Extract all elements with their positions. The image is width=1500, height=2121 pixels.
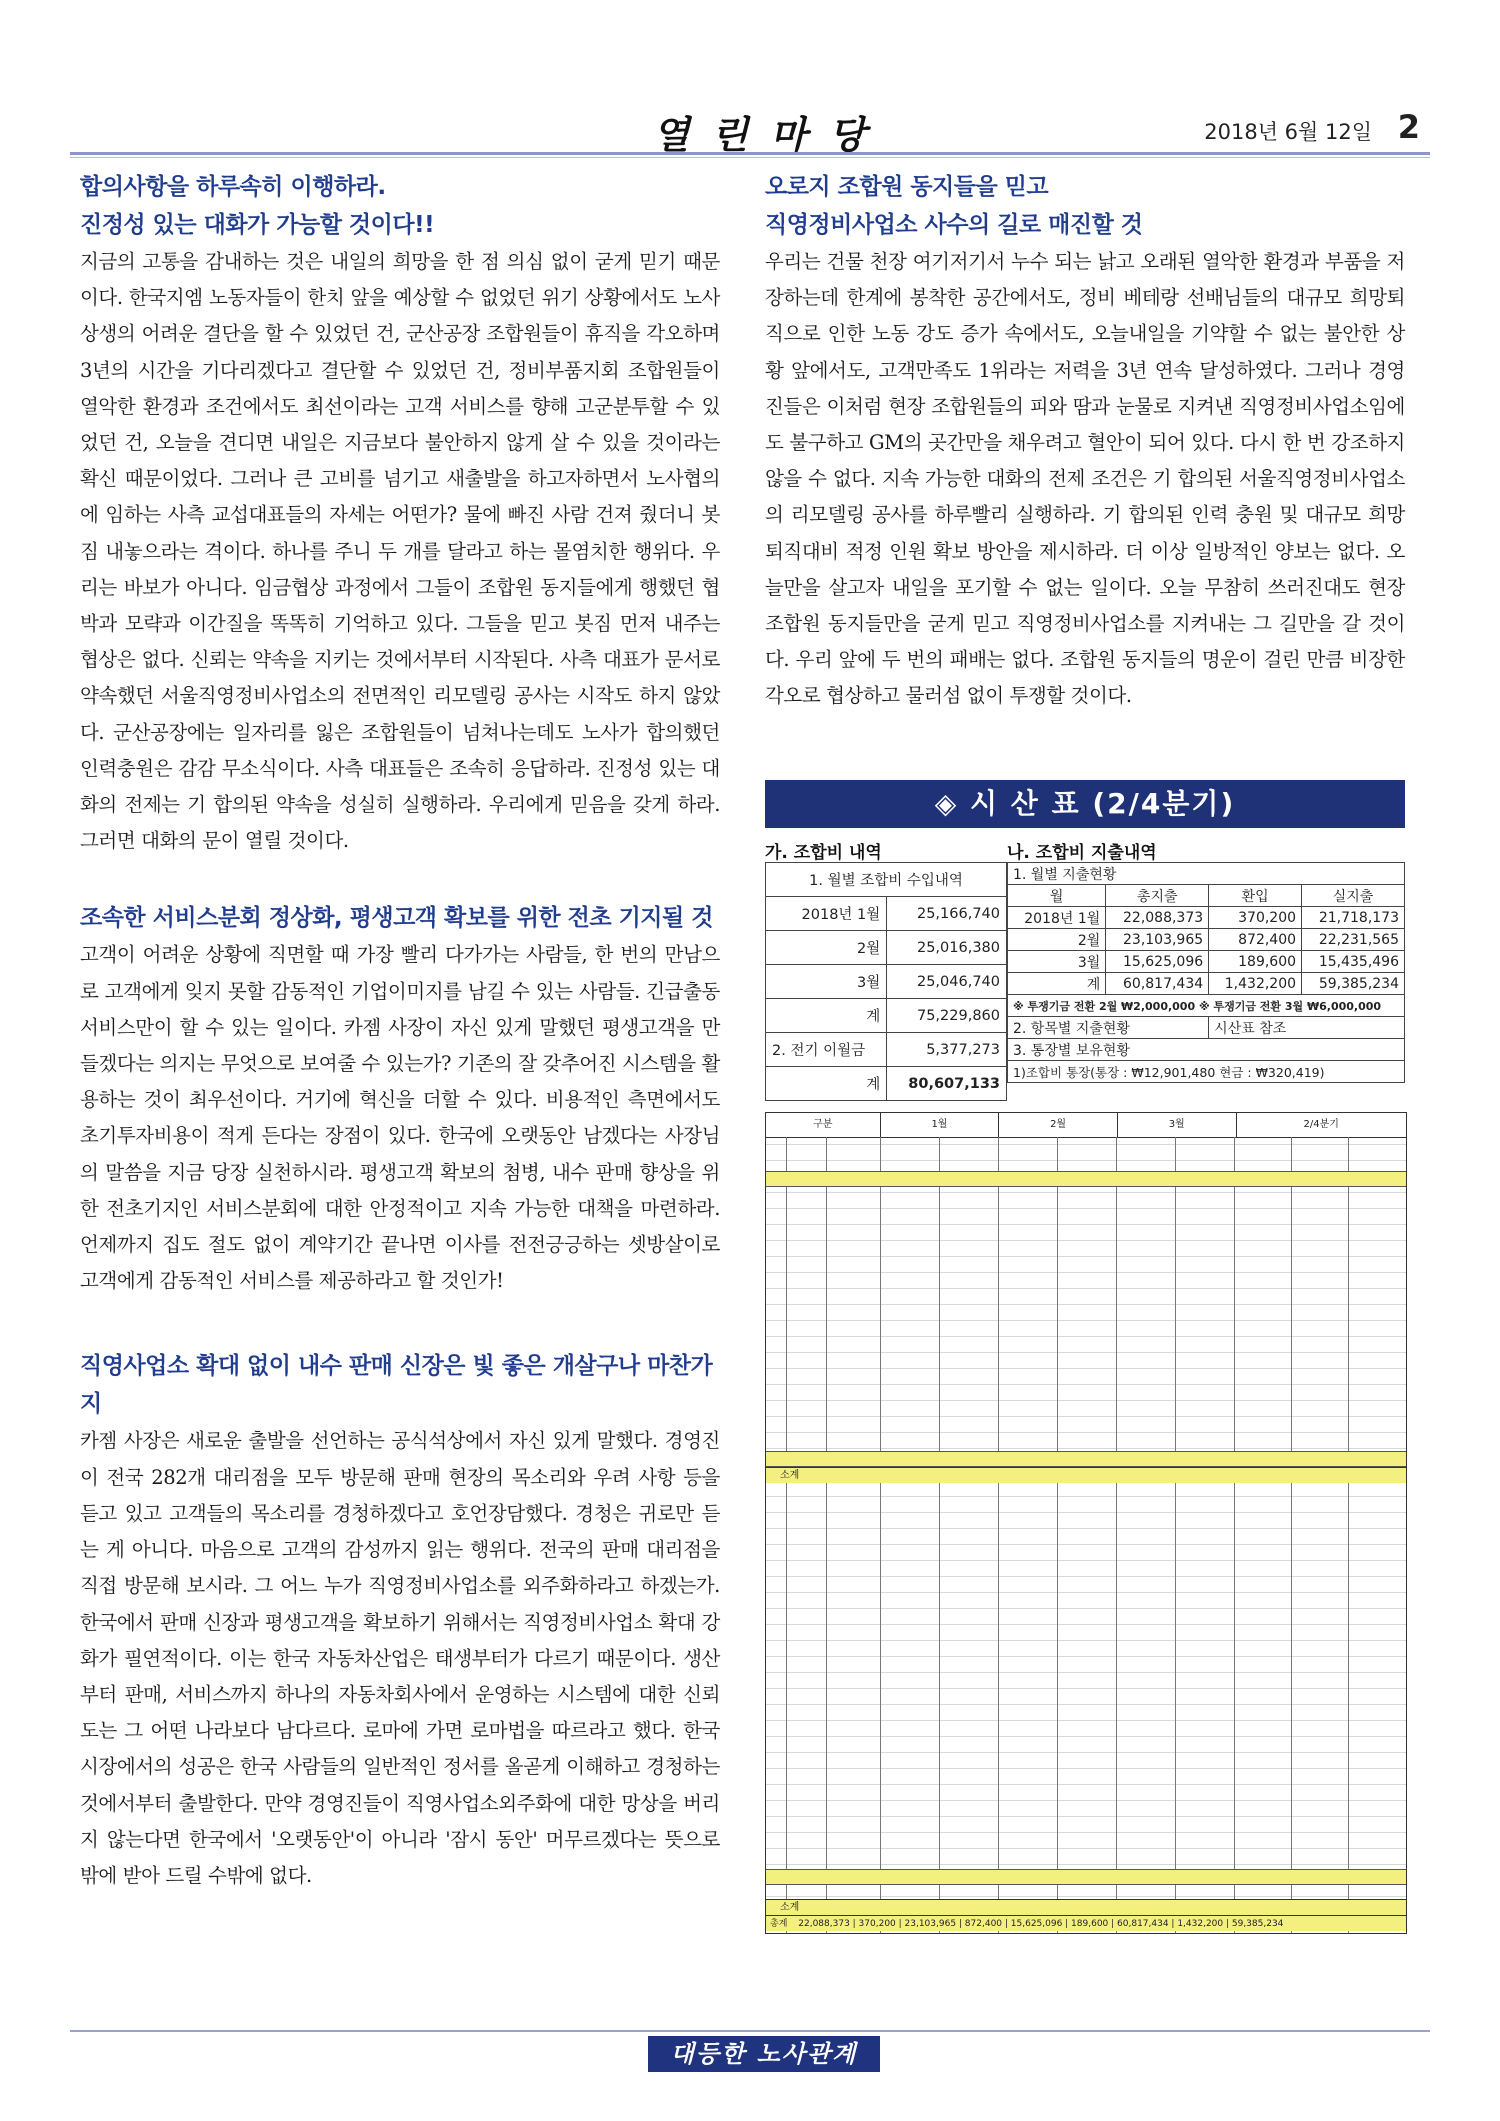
masthead — [80, 104, 1420, 157]
left-column — [80, 168, 720, 1894]
expense-cell: 22,231,565 — [1302, 929, 1405, 951]
income-caption: 1. 월별 조합비 수입내역 — [766, 863, 1007, 897]
masthead-date: 2018년 6월 12일 — [1204, 120, 1372, 144]
expense-cell: 15,625,096 — [1106, 951, 1209, 973]
income-value: 75,229,860 — [887, 999, 1007, 1033]
expense-header: 월 — [1008, 885, 1106, 907]
expense-subtitle: 나. 조합비 지출내역 — [1007, 843, 1157, 863]
income-value: 25,166,740 — [887, 897, 1007, 931]
expense-cell: 23,103,965 — [1106, 929, 1209, 951]
page-number: 2 — [1397, 108, 1420, 146]
income-label: 3월 — [766, 965, 887, 999]
expense-cell: 1,432,200 — [1209, 973, 1302, 995]
income-label: 2018년 1월 — [766, 897, 887, 931]
expense-cell: 60,817,434 — [1106, 973, 1209, 995]
expense-header: 환입 — [1209, 885, 1302, 907]
income-table — [765, 862, 1007, 1101]
ledger-table — [765, 1112, 1407, 1934]
expense-cell: 계 — [1008, 973, 1106, 995]
masthead-rule — [70, 152, 1430, 155]
ledger-highlight-row — [766, 1869, 1406, 1885]
ledger-total-label: 총계 — [770, 1919, 788, 1929]
article-2-body: 고객이 어려운 상황에 직면할 때 가장 빨리 다가가는 사람들, 한 번의 만남으로 고객에게 잊지 못할 감동적인 기업이미지를 남길 수 있는 사람들. 긴급출동서비스만이 할 수 있는 일이다. 카젬 사장이 자신 있게 말했던 평생고객을 만들겠다는 의지는 무엇으로 보여줄 수 있는가? 기존의 잘 갖추어진 시스템을 활용하는 것이 최우선이다. 거기에 혁신을 더할 수 있다. 비용적인 측면에서도 초기투자비용이 적게 든다는 장점이 있다. 한국에 오랫동안 남겠다는 사장님의 말씀을 지금 당장 실천하시라. 평생고객 확보의 첨병, 내수 판매 향상을 위한 전초기지인 서비스분회에 대한 안정적이고 지속 가능한 대책을 마련하라. 언제까지 집도 절도 없이 계약기간 끝나면 이사를 전전긍긍하는 셋방살이로 고객에게 감동적인 서비스를 제공하라고 할 것인가! — [80, 943, 720, 1293]
item3-detail: 1)조합비 통장(통장 : ₩12,901,480 현금 : ₩320,419) — [1008, 1061, 1405, 1083]
ledger-header-cell: 2/4분기 — [1303, 1119, 1339, 1130]
ledger-highlight-row — [766, 1171, 1406, 1187]
income-subtitle: 가. 조합비 내역 — [765, 843, 882, 863]
footer-logo: 대등한 노사관계 — [648, 2036, 880, 2072]
expense-cell: 189,600 — [1209, 951, 1302, 973]
article-1-body: 지금의 고통을 감내하는 것은 내일의 희망을 한 점 의심 없이 굳게 믿기 때문이다. 한국지엠 노동자들이 한치 앞을 예상할 수 없었던 위기 상황에서도 노사상생의 어려운 결단을 할 수 있었던 건, 군산공장 조합원들이 휴직을 각오하며 3년의 시간을 기다리겠다고 결단할 수 있었던 건, 정비부품지회 조합원들이 열악한 환경과 조건에서도 최선이라는 고객 서비스를 향해 고군분투할 수 있었던 건, 오늘을 견디면 내일은 지금보다 불안하지 않게 살 수 있을 것이라는 확신 때문이었다. 그러나 큰 고비를 넘기고 새출발을 하고자하면서 노사협의에 임하는 사측 교섭대표들의 자세는 어떤가? 물에 빠진 사람 건져 줬더니 봇짐 내놓으라는 격이다. 하나를 주니 두 개를 달라고 하는 몰염치한 행위다. 우리는 바보가 아니다. 임금협상 과정에서 그들이 조합원 동지들에게 행했던 협박과 모략과 이간질을 똑똑히 기억하고 있다. 그들을 믿고 봇짐 먼저 내주는 협상은 없다. 신뢰는 약속을 지키는 것에서부터 시작된다. 사측 대표가 문서로 약속했던 서울직영정비사업소의 전면적인 리모델링 공사는 시작도 하지 않았다. 군산공장에는 일자리를 잃은 조합원들이 넘쳐나는데도 노사가 합의했던 인력충원은 감감 무소식이다. 사측 대표들은 조속히 응답하라. 진정성 있는 대화의 전제는 기 합의된 약속을 성실히 실행하라. 우리에게 믿음을 갖게 하라. 그러면 대화의 문이 열릴 것이다. — [80, 250, 720, 853]
expense-cell: 370,200 — [1209, 907, 1302, 929]
ledger-grand-total — [766, 1915, 1406, 1931]
income-value: 25,046,740 — [887, 965, 1007, 999]
expense-cell: 2월 — [1008, 929, 1106, 951]
ledger-total-values: 22,088,373 | 370,200 | 23,103,965 | 872,400 | 15,625,096 | 189,600 | 60,817,434 | 1,432,200 | 59,385,234 — [798, 1919, 1284, 1929]
ledger-header-cell: 구분 — [766, 1113, 881, 1137]
ledger-header-cell: 3월 — [1118, 1113, 1237, 1137]
income-value: 5,377,273 — [887, 1033, 1007, 1067]
expense-cell: 21,718,173 — [1302, 907, 1405, 929]
ledger-subtotal: 소계 — [766, 1899, 1406, 1915]
expense-cell: 872,400 — [1209, 929, 1302, 951]
item2-ref: 시산표 참조 — [1209, 1017, 1405, 1039]
income-label: 2월 — [766, 931, 887, 965]
income-total: 80,607,133 — [887, 1067, 1007, 1101]
item3-label: 3. 통장별 보유현황 — [1008, 1039, 1405, 1061]
right-column — [765, 168, 1405, 715]
trial-balance-banner: ◈ 시 산 표 (2/4분기) — [765, 780, 1405, 828]
article-r1-body: 우리는 건물 천장 여기저기서 누수 되는 낡고 오래된 열악한 환경과 부품을 저장하는데 한계에 봉착한 공간에서도, 정비 베테랑 선배님들의 대규모 희망퇴직으로 인한 노동 강도 증가 속에서도, 오늘내일을 기약할 수 없는 불안한 상황 앞에서도, 고객만족도 1위라는 저력을 3년 연속 달성하였다. 그러나 경영진들은 이처럼 현장 조합원들의 피와 땀과 눈물로 지켜낸 직영정비사업소임에도 불구하고 GM의 곳간만을 채우려고 혈안이 되어 있다. 다시 한 번 강조하지 않을 수 없다. 지속 가능한 대화의 전제 조건은 기 합의된 서울직영정비사업소의 리모델링 공사를 하루빨리 실행하라. 기 합의된 인력 충원 및 대규모 희망퇴직대비 적정 인원 확보 방안을 제시하라. 더 이상 일방적인 양보는 없다. 오늘만을 살고자 내일을 포기할 수 없는 일이다. 오늘 무참히 쓰러진대도 현장 조합원 동지들만을 굳게 믿고 직영정비사업소를 지켜내는 그 길만을 갈 것이다. 우리 앞에 두 번의 패배는 없다. 조합원 동지들의 명운이 걸린 만큼 비장한 각오로 협상하고 물러섬 없이 투쟁할 것이다. — [765, 250, 1405, 708]
expense-caption: 1. 월별 지출현황 — [1008, 863, 1405, 885]
expense-cell: 15,435,496 — [1302, 951, 1405, 973]
income-label: 2. 전기 이월금 — [766, 1033, 887, 1067]
expense-header: 총지출 — [1106, 885, 1209, 907]
headline-r1a: 오로지 조합원 동지들을 믿고 — [765, 174, 1049, 200]
ledger-header — [766, 1113, 1406, 1138]
income-label: 계 — [766, 1067, 887, 1101]
headline-1b: 진정성 있는 대화가 가능할 것이다!! — [80, 212, 435, 238]
expense-cell: 2018년 1월 — [1008, 907, 1106, 929]
item2-label: 2. 항목별 지출현황 — [1008, 1017, 1209, 1039]
headline-1a: 합의사항을 하루속히 이행하라. — [80, 174, 386, 200]
masthead-rule-thin — [70, 157, 1430, 158]
headline-2: 조속한 서비스분회 정상화, 평생고객 확보를 위한 전초 기지될 것 — [80, 905, 713, 932]
footer-rule — [70, 2030, 1430, 2032]
fund-transfer-note: ※ 투쟁기금 전환 2월 ₩2,000,000 ※ 투쟁기금 전환 3월 ₩6,000,000 — [1008, 995, 1405, 1017]
headline-r1b: 직영정비사업소 사수의 길로 매진할 것 — [765, 212, 1143, 238]
ledger-highlight-row — [766, 1451, 1406, 1467]
ledger-subtotal: 소계 — [766, 1467, 1406, 1483]
ledger-header-cell: 2월 — [999, 1113, 1118, 1137]
expense-table — [1007, 862, 1405, 1083]
income-value: 25,016,380 — [887, 931, 1007, 965]
article-3-body: 카젬 사장은 새로운 출발을 선언하는 공식석상에서 자신 있게 말했다. 경영진이 전국 282개 대리점을 모두 방문해 판매 현장의 목소리와 우려 사항 등을 듣고 있고 고객들의 목소리를 경청하겠다고 호언장담했다. 경청은 귀로만 듣는 게 아니다. 마음으로 고객의 감성까지 읽는 행위다. 전국의 판매 대리점을 직접 방문해 보시라. 그 어느 누가 직영정비사업소를 외주화하라고 하겠는가. 한국에서 판매 신장과 평생고객을 확보하기 위해서는 직영정비사업소 확대 강화가 필연적이다. 이는 한국 자동차산업은 태생부터가 다르기 때문이다. 생산부터 판매, 서비스까지 하나의 자동차회사에서 운영하는 시스템에 대한 신뢰도는 그 어떤 나라보다 남다르다. 로마에 가면 로마법을 따르라고 했다. 한국시장에서의 성공은 한국 사람들의 일반적인 정서를 올곧게 이해하고 경청하는 것에서부터 출발한다. 만약 경영진들이 직영사업소외주화에 대한 망상을 버리지 않는다면 한국에서 '오랫동안'이 아니라 '잠시 동안' 머무르겠다는 뜻으로 밖에 받아 드릴 수밖에 없다. — [80, 1429, 720, 1887]
expense-cell: 3월 — [1008, 951, 1106, 973]
expense-header: 실지출 — [1302, 885, 1405, 907]
headline-3: 직영사업소 확대 없이 내수 판매 신장은 빛 좋은 개살구나 마찬가지 — [80, 1353, 713, 1418]
expense-cell: 22,088,373 — [1106, 907, 1209, 929]
expense-cell: 59,385,234 — [1302, 973, 1405, 995]
income-label: 계 — [766, 999, 887, 1033]
ledger-header-cell: 1월 — [881, 1113, 1000, 1137]
masthead-title: 열린마당 — [652, 113, 888, 157]
